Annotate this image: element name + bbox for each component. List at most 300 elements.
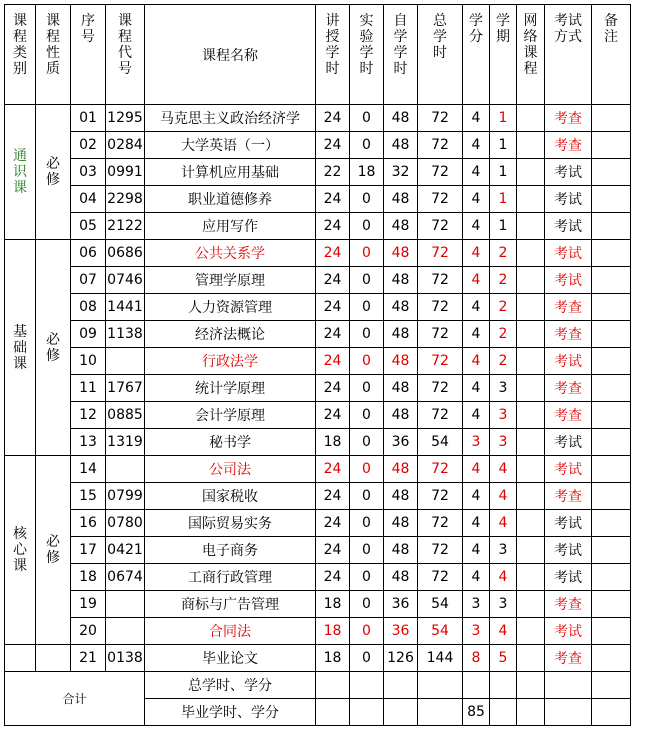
course-row bbox=[5, 375, 631, 402]
lecture-cell: 18 bbox=[316, 429, 350, 456]
term-cell: 1 bbox=[490, 132, 517, 159]
code-cell: 1319 bbox=[106, 429, 145, 456]
exam-cell: 考试 bbox=[545, 429, 592, 456]
course-name-cell: 工商行政管理 bbox=[145, 564, 316, 591]
lab-cell: 0 bbox=[350, 348, 384, 375]
lab-cell: 0 bbox=[350, 240, 384, 267]
lecture-cell: 22 bbox=[316, 159, 350, 186]
seq-cell: 12 bbox=[71, 402, 106, 429]
lecture-cell: 24 bbox=[316, 321, 350, 348]
remark-cell bbox=[592, 321, 631, 348]
lecture-cell: 24 bbox=[316, 132, 350, 159]
course-row bbox=[5, 267, 631, 294]
course-row bbox=[5, 348, 631, 375]
self-cell: 48 bbox=[384, 402, 418, 429]
category-cell: 通识课 bbox=[5, 105, 36, 240]
header-seq: 序号 bbox=[71, 5, 106, 105]
online-cell bbox=[517, 456, 545, 483]
exam-cell: 考查 bbox=[545, 132, 592, 159]
online-cell bbox=[517, 618, 545, 645]
remark-cell bbox=[592, 240, 631, 267]
total-cell: 54 bbox=[418, 618, 463, 645]
online-cell bbox=[517, 105, 545, 132]
credit-cell: 4 bbox=[463, 321, 490, 348]
header-term: 学期 bbox=[490, 5, 517, 105]
exam-cell: 考试 bbox=[545, 618, 592, 645]
course-row bbox=[5, 213, 631, 240]
lab-cell: 0 bbox=[350, 537, 384, 564]
online-cell bbox=[517, 510, 545, 537]
online-cell bbox=[517, 537, 545, 564]
course-name-cell: 管理学原理 bbox=[145, 267, 316, 294]
self-cell: 48 bbox=[384, 213, 418, 240]
course-name-cell: 毕业论文 bbox=[145, 645, 316, 672]
exam-cell: 考试 bbox=[545, 186, 592, 213]
course-name-cell: 公司法 bbox=[145, 456, 316, 483]
term-cell: 3 bbox=[490, 429, 517, 456]
lecture-cell: 24 bbox=[316, 564, 350, 591]
total-cell: 72 bbox=[418, 267, 463, 294]
exam-cell: 考试 bbox=[545, 348, 592, 375]
code-cell: 0746 bbox=[106, 267, 145, 294]
exam-cell: 考试 bbox=[545, 240, 592, 267]
remark-cell bbox=[592, 267, 631, 294]
total-cell: 72 bbox=[418, 240, 463, 267]
total-cell: 72 bbox=[418, 186, 463, 213]
credit-cell: 4 bbox=[463, 132, 490, 159]
online-cell bbox=[517, 186, 545, 213]
self-cell: 48 bbox=[384, 375, 418, 402]
online-cell bbox=[517, 321, 545, 348]
term-cell: 3 bbox=[490, 537, 517, 564]
remark-cell bbox=[592, 483, 631, 510]
credit-cell: 4 bbox=[463, 375, 490, 402]
lecture-cell: 24 bbox=[316, 375, 350, 402]
course-name-cell: 计算机应用基础 bbox=[145, 159, 316, 186]
summary-graduation-label: 毕业学时、学分 bbox=[145, 699, 316, 726]
total-cell: 54 bbox=[418, 591, 463, 618]
code-cell: 1295 bbox=[106, 105, 145, 132]
seq-cell: 03 bbox=[71, 159, 106, 186]
course-row bbox=[5, 510, 631, 537]
remark-cell bbox=[592, 105, 631, 132]
term-cell: 3 bbox=[490, 375, 517, 402]
seq-cell: 21 bbox=[71, 645, 106, 672]
self-cell: 48 bbox=[384, 186, 418, 213]
term-cell: 4 bbox=[490, 564, 517, 591]
self-cell: 48 bbox=[384, 105, 418, 132]
nature-cell: 必修 bbox=[36, 105, 71, 240]
lecture-cell: 18 bbox=[316, 645, 350, 672]
lab-cell: 0 bbox=[350, 213, 384, 240]
exam-cell: 考查 bbox=[545, 645, 592, 672]
self-cell: 48 bbox=[384, 483, 418, 510]
seq-cell: 13 bbox=[71, 429, 106, 456]
lab-cell: 0 bbox=[350, 429, 384, 456]
course-row bbox=[5, 564, 631, 591]
remark-cell bbox=[592, 186, 631, 213]
course-name-cell: 国家税收 bbox=[145, 483, 316, 510]
course-row bbox=[5, 483, 631, 510]
nature-cell-empty bbox=[36, 645, 71, 672]
lab-cell: 0 bbox=[350, 618, 384, 645]
lecture-cell: 24 bbox=[316, 213, 350, 240]
online-cell bbox=[517, 294, 545, 321]
course-name-cell: 会计学原理 bbox=[145, 402, 316, 429]
lecture-cell: 24 bbox=[316, 267, 350, 294]
code-cell bbox=[106, 348, 145, 375]
lab-cell: 0 bbox=[350, 105, 384, 132]
category-cell-empty bbox=[5, 645, 36, 672]
online-cell bbox=[517, 240, 545, 267]
lecture-cell: 24 bbox=[316, 348, 350, 375]
code-cell bbox=[106, 618, 145, 645]
lab-cell: 0 bbox=[350, 132, 384, 159]
self-cell: 48 bbox=[384, 321, 418, 348]
lab-cell: 18 bbox=[350, 159, 384, 186]
code-cell: 0421 bbox=[106, 537, 145, 564]
seq-cell: 06 bbox=[71, 240, 106, 267]
seq-cell: 16 bbox=[71, 510, 106, 537]
lecture-cell: 24 bbox=[316, 240, 350, 267]
seq-cell: 10 bbox=[71, 348, 106, 375]
remark-cell bbox=[592, 456, 631, 483]
lab-cell: 0 bbox=[350, 483, 384, 510]
remark-cell bbox=[592, 537, 631, 564]
code-cell: 1441 bbox=[106, 294, 145, 321]
self-cell: 48 bbox=[384, 240, 418, 267]
credit-cell: 4 bbox=[463, 267, 490, 294]
remark-cell bbox=[592, 429, 631, 456]
credit-cell: 4 bbox=[463, 483, 490, 510]
category-cell: 核心课 bbox=[5, 456, 36, 645]
term-cell: 4 bbox=[490, 483, 517, 510]
term-cell: 1 bbox=[490, 159, 517, 186]
online-cell bbox=[517, 375, 545, 402]
online-cell bbox=[517, 213, 545, 240]
header-row bbox=[5, 5, 631, 105]
credit-cell: 4 bbox=[463, 510, 490, 537]
remark-cell bbox=[592, 591, 631, 618]
course-row bbox=[5, 105, 631, 132]
course-row bbox=[5, 240, 631, 267]
nature-cell: 必修 bbox=[36, 456, 71, 645]
summary-graduation-credit: 85 bbox=[463, 699, 490, 726]
exam-cell: 考试 bbox=[545, 510, 592, 537]
total-cell: 72 bbox=[418, 132, 463, 159]
total-cell: 72 bbox=[418, 213, 463, 240]
self-cell: 48 bbox=[384, 294, 418, 321]
code-cell: 0780 bbox=[106, 510, 145, 537]
header-nature: 课程性质 bbox=[36, 5, 71, 105]
code-cell bbox=[106, 591, 145, 618]
credit-cell: 8 bbox=[463, 645, 490, 672]
total-cell: 72 bbox=[418, 294, 463, 321]
header-lab: 实验学时 bbox=[350, 5, 384, 105]
summary-label: 合计 bbox=[5, 672, 145, 726]
seq-cell: 01 bbox=[71, 105, 106, 132]
code-cell: 0138 bbox=[106, 645, 145, 672]
lecture-cell: 24 bbox=[316, 294, 350, 321]
header-credit: 学分 bbox=[463, 5, 490, 105]
remark-cell bbox=[592, 159, 631, 186]
lecture-cell: 24 bbox=[316, 456, 350, 483]
self-cell: 48 bbox=[384, 132, 418, 159]
course-name-cell: 商标与广告管理 bbox=[145, 591, 316, 618]
remark-cell bbox=[592, 510, 631, 537]
online-cell bbox=[517, 564, 545, 591]
seq-cell: 09 bbox=[71, 321, 106, 348]
exam-cell: 考试 bbox=[545, 213, 592, 240]
course-plan-table bbox=[4, 4, 631, 726]
credit-cell: 4 bbox=[463, 564, 490, 591]
course-name-cell: 人力资源管理 bbox=[145, 294, 316, 321]
lecture-cell: 24 bbox=[316, 510, 350, 537]
credit-cell: 4 bbox=[463, 186, 490, 213]
lecture-cell: 24 bbox=[316, 186, 350, 213]
exam-cell: 考试 bbox=[545, 564, 592, 591]
exam-cell: 考试 bbox=[545, 537, 592, 564]
course-name-cell: 马克思主义政治经济学 bbox=[145, 105, 316, 132]
course-name-cell: 国际贸易实务 bbox=[145, 510, 316, 537]
summary-total-label: 总学时、学分 bbox=[145, 672, 316, 699]
term-cell: 2 bbox=[490, 267, 517, 294]
lecture-cell: 24 bbox=[316, 537, 350, 564]
term-cell: 4 bbox=[490, 618, 517, 645]
total-cell: 72 bbox=[418, 483, 463, 510]
lecture-cell: 18 bbox=[316, 618, 350, 645]
course-row bbox=[5, 591, 631, 618]
seq-cell: 07 bbox=[71, 267, 106, 294]
term-cell: 5 bbox=[490, 645, 517, 672]
term-cell: 1 bbox=[490, 186, 517, 213]
total-cell: 72 bbox=[418, 456, 463, 483]
course-name-cell: 经济法概论 bbox=[145, 321, 316, 348]
lab-cell: 0 bbox=[350, 321, 384, 348]
credit-cell: 4 bbox=[463, 105, 490, 132]
code-cell: 2298 bbox=[106, 186, 145, 213]
course-row bbox=[5, 429, 631, 456]
lecture-cell: 24 bbox=[316, 402, 350, 429]
term-cell: 4 bbox=[490, 456, 517, 483]
term-cell: 3 bbox=[490, 402, 517, 429]
course-row bbox=[5, 537, 631, 564]
lab-cell: 0 bbox=[350, 564, 384, 591]
lab-cell: 0 bbox=[350, 375, 384, 402]
exam-cell: 考查 bbox=[545, 321, 592, 348]
remark-cell bbox=[592, 213, 631, 240]
lab-cell: 0 bbox=[350, 591, 384, 618]
exam-cell: 考试 bbox=[545, 456, 592, 483]
remark-cell bbox=[592, 645, 631, 672]
term-cell: 2 bbox=[490, 348, 517, 375]
lab-cell: 0 bbox=[350, 510, 384, 537]
credit-cell: 4 bbox=[463, 213, 490, 240]
self-cell: 48 bbox=[384, 510, 418, 537]
credit-cell: 4 bbox=[463, 537, 490, 564]
category-cell: 基础课 bbox=[5, 240, 36, 456]
lab-cell: 0 bbox=[350, 294, 384, 321]
lecture-cell: 24 bbox=[316, 483, 350, 510]
header-lecture: 讲授学时 bbox=[316, 5, 350, 105]
credit-cell: 3 bbox=[463, 429, 490, 456]
seq-cell: 11 bbox=[71, 375, 106, 402]
total-cell: 72 bbox=[418, 375, 463, 402]
course-body bbox=[5, 105, 631, 672]
credit-cell: 4 bbox=[463, 240, 490, 267]
code-cell: 1767 bbox=[106, 375, 145, 402]
code-cell bbox=[106, 456, 145, 483]
total-cell: 144 bbox=[418, 645, 463, 672]
lab-cell: 0 bbox=[350, 186, 384, 213]
exam-cell: 考试 bbox=[545, 267, 592, 294]
term-cell: 4 bbox=[490, 510, 517, 537]
course-name-cell: 公共关系学 bbox=[145, 240, 316, 267]
lab-cell: 0 bbox=[350, 456, 384, 483]
course-row bbox=[5, 456, 631, 483]
header-exam: 考试方式 bbox=[545, 5, 592, 105]
code-cell: 0284 bbox=[106, 132, 145, 159]
term-cell: 1 bbox=[490, 105, 517, 132]
online-cell bbox=[517, 402, 545, 429]
header-total: 总学时 bbox=[418, 5, 463, 105]
course-name-cell: 电子商务 bbox=[145, 537, 316, 564]
self-cell: 36 bbox=[384, 429, 418, 456]
total-cell: 72 bbox=[418, 348, 463, 375]
credit-cell: 3 bbox=[463, 591, 490, 618]
course-name-cell: 合同法 bbox=[145, 618, 316, 645]
code-cell: 0991 bbox=[106, 159, 145, 186]
seq-cell: 19 bbox=[71, 591, 106, 618]
term-cell: 3 bbox=[490, 591, 517, 618]
self-cell: 36 bbox=[384, 618, 418, 645]
lab-cell: 0 bbox=[350, 645, 384, 672]
self-cell: 48 bbox=[384, 564, 418, 591]
course-name-cell: 应用写作 bbox=[145, 213, 316, 240]
total-cell: 72 bbox=[418, 402, 463, 429]
remark-cell bbox=[592, 375, 631, 402]
online-cell bbox=[517, 159, 545, 186]
course-row bbox=[5, 159, 631, 186]
credit-cell: 4 bbox=[463, 159, 490, 186]
course-row bbox=[5, 294, 631, 321]
term-cell: 2 bbox=[490, 240, 517, 267]
total-cell: 72 bbox=[418, 564, 463, 591]
self-cell: 48 bbox=[384, 267, 418, 294]
nature-cell: 必修 bbox=[36, 240, 71, 456]
course-row bbox=[5, 132, 631, 159]
credit-cell: 4 bbox=[463, 456, 490, 483]
credit-cell: 4 bbox=[463, 348, 490, 375]
self-cell: 48 bbox=[384, 348, 418, 375]
online-cell bbox=[517, 483, 545, 510]
exam-cell: 考查 bbox=[545, 105, 592, 132]
header-code: 课程代号 bbox=[106, 5, 145, 105]
course-row bbox=[5, 645, 631, 672]
self-cell: 36 bbox=[384, 591, 418, 618]
course-name-cell: 秘书学 bbox=[145, 429, 316, 456]
self-cell: 32 bbox=[384, 159, 418, 186]
exam-cell: 考查 bbox=[545, 294, 592, 321]
course-name-cell: 职业道德修养 bbox=[145, 186, 316, 213]
exam-cell: 考查 bbox=[545, 483, 592, 510]
remark-cell bbox=[592, 294, 631, 321]
course-row bbox=[5, 321, 631, 348]
online-cell bbox=[517, 132, 545, 159]
online-cell bbox=[517, 267, 545, 294]
remark-cell bbox=[592, 618, 631, 645]
seq-cell: 15 bbox=[71, 483, 106, 510]
course-name-cell: 行政法学 bbox=[145, 348, 316, 375]
header-category: 课程类别 bbox=[5, 5, 36, 105]
course-row bbox=[5, 186, 631, 213]
exam-cell: 考查 bbox=[545, 591, 592, 618]
total-cell: 72 bbox=[418, 537, 463, 564]
course-name-cell: 大学英语（一） bbox=[145, 132, 316, 159]
code-cell: 0686 bbox=[106, 240, 145, 267]
online-cell bbox=[517, 591, 545, 618]
seq-cell: 05 bbox=[71, 213, 106, 240]
total-cell: 72 bbox=[418, 159, 463, 186]
code-cell: 0885 bbox=[106, 402, 145, 429]
lab-cell: 0 bbox=[350, 402, 384, 429]
self-cell: 126 bbox=[384, 645, 418, 672]
header-self: 自学学时 bbox=[384, 5, 418, 105]
online-cell bbox=[517, 348, 545, 375]
seq-cell: 02 bbox=[71, 132, 106, 159]
course-row bbox=[5, 402, 631, 429]
exam-cell: 考试 bbox=[545, 159, 592, 186]
code-cell: 0674 bbox=[106, 564, 145, 591]
seq-cell: 08 bbox=[71, 294, 106, 321]
lab-cell: 0 bbox=[350, 267, 384, 294]
seq-cell: 17 bbox=[71, 537, 106, 564]
course-name-cell: 统计学原理 bbox=[145, 375, 316, 402]
code-cell: 0799 bbox=[106, 483, 145, 510]
exam-cell: 考查 bbox=[545, 375, 592, 402]
online-cell bbox=[517, 429, 545, 456]
remark-cell bbox=[592, 132, 631, 159]
online-cell bbox=[517, 645, 545, 672]
header-online: 网络课程 bbox=[517, 5, 545, 105]
lecture-cell: 24 bbox=[316, 105, 350, 132]
total-cell: 72 bbox=[418, 105, 463, 132]
course-row bbox=[5, 618, 631, 645]
term-cell: 2 bbox=[490, 321, 517, 348]
seq-cell: 04 bbox=[71, 186, 106, 213]
lecture-cell: 18 bbox=[316, 591, 350, 618]
credit-cell: 3 bbox=[463, 618, 490, 645]
remark-cell bbox=[592, 348, 631, 375]
term-cell: 2 bbox=[490, 294, 517, 321]
self-cell: 48 bbox=[384, 456, 418, 483]
credit-cell: 4 bbox=[463, 294, 490, 321]
total-cell: 54 bbox=[418, 429, 463, 456]
total-cell: 72 bbox=[418, 321, 463, 348]
term-cell: 1 bbox=[490, 213, 517, 240]
summary-row-total bbox=[5, 672, 631, 699]
self-cell: 48 bbox=[384, 537, 418, 564]
remark-cell bbox=[592, 564, 631, 591]
seq-cell: 20 bbox=[71, 618, 106, 645]
code-cell: 2122 bbox=[106, 213, 145, 240]
seq-cell: 18 bbox=[71, 564, 106, 591]
seq-cell: 14 bbox=[71, 456, 106, 483]
code-cell: 1138 bbox=[106, 321, 145, 348]
exam-cell: 考查 bbox=[545, 402, 592, 429]
header-name: 课程名称 bbox=[145, 5, 316, 105]
credit-cell: 4 bbox=[463, 402, 490, 429]
